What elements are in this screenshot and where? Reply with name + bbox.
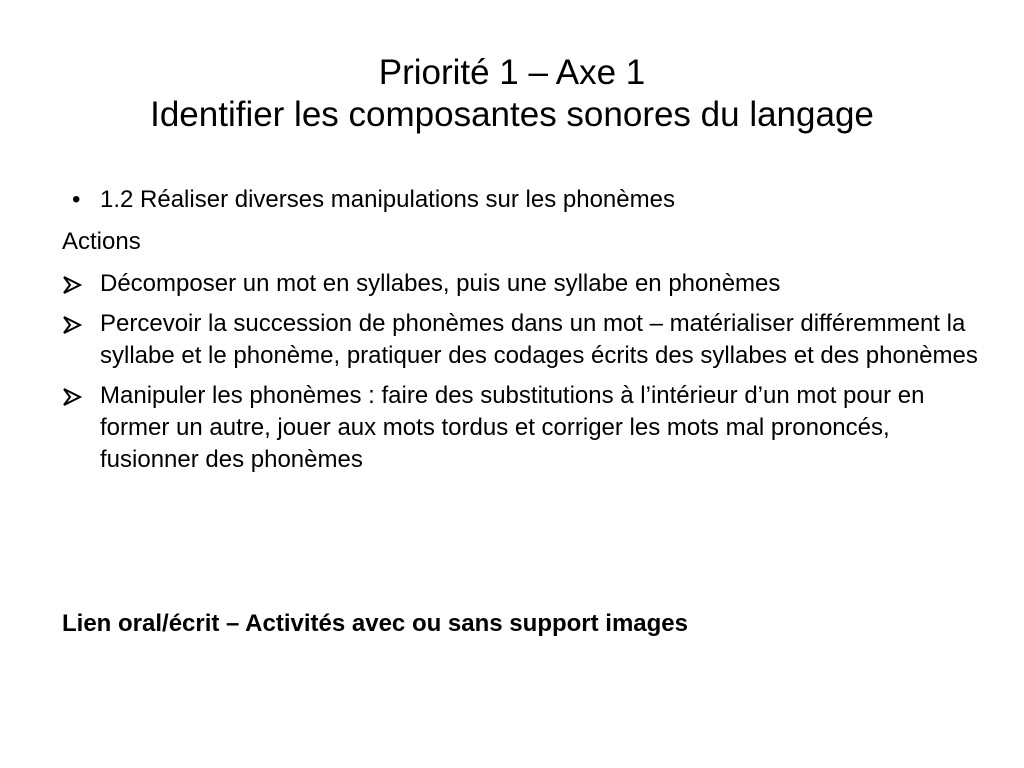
action-item — [62, 268, 982, 300]
action-item — [62, 380, 982, 476]
title-line-2: Identifier les composantes sonores du langage — [150, 95, 874, 134]
title-line-1: Priorité 1 – Axe 1 — [378, 53, 646, 92]
slide-title — [40, 52, 984, 136]
action-item-text: Décomposer un mot en syllabes, puis une syllabe en phonèmes — [100, 270, 781, 297]
bullet-item — [62, 184, 982, 216]
action-item-text: Percevoir la succession de phonèmes dans un mot – matérialiser différemment la syllabe et le phonème, pratiquer des codages écrits des syllabes et des phonèmes — [100, 310, 978, 369]
bottom-note: Lien oral/écrit – Activités avec ou sans support images — [62, 610, 689, 637]
action-item — [62, 308, 982, 372]
action-item-text: Manipuler les phonèmes : faire des substitutions à l’intérieur d’un mot pour en former un autre, jouer aux mots tordus et corriger les mots mal prononcés, fusionner des phonèmes — [100, 382, 925, 473]
arrow-bullet-icon — [62, 386, 88, 408]
actions-label: Actions — [62, 228, 141, 255]
slide-body — [62, 184, 982, 484]
arrow-bullet-icon — [62, 314, 88, 336]
arrow-bullet-icon — [62, 274, 88, 296]
bullet-dot-icon: • — [72, 186, 81, 213]
bullet-text: 1.2 Réaliser diverses manipulations sur les phonèmes — [100, 186, 675, 213]
